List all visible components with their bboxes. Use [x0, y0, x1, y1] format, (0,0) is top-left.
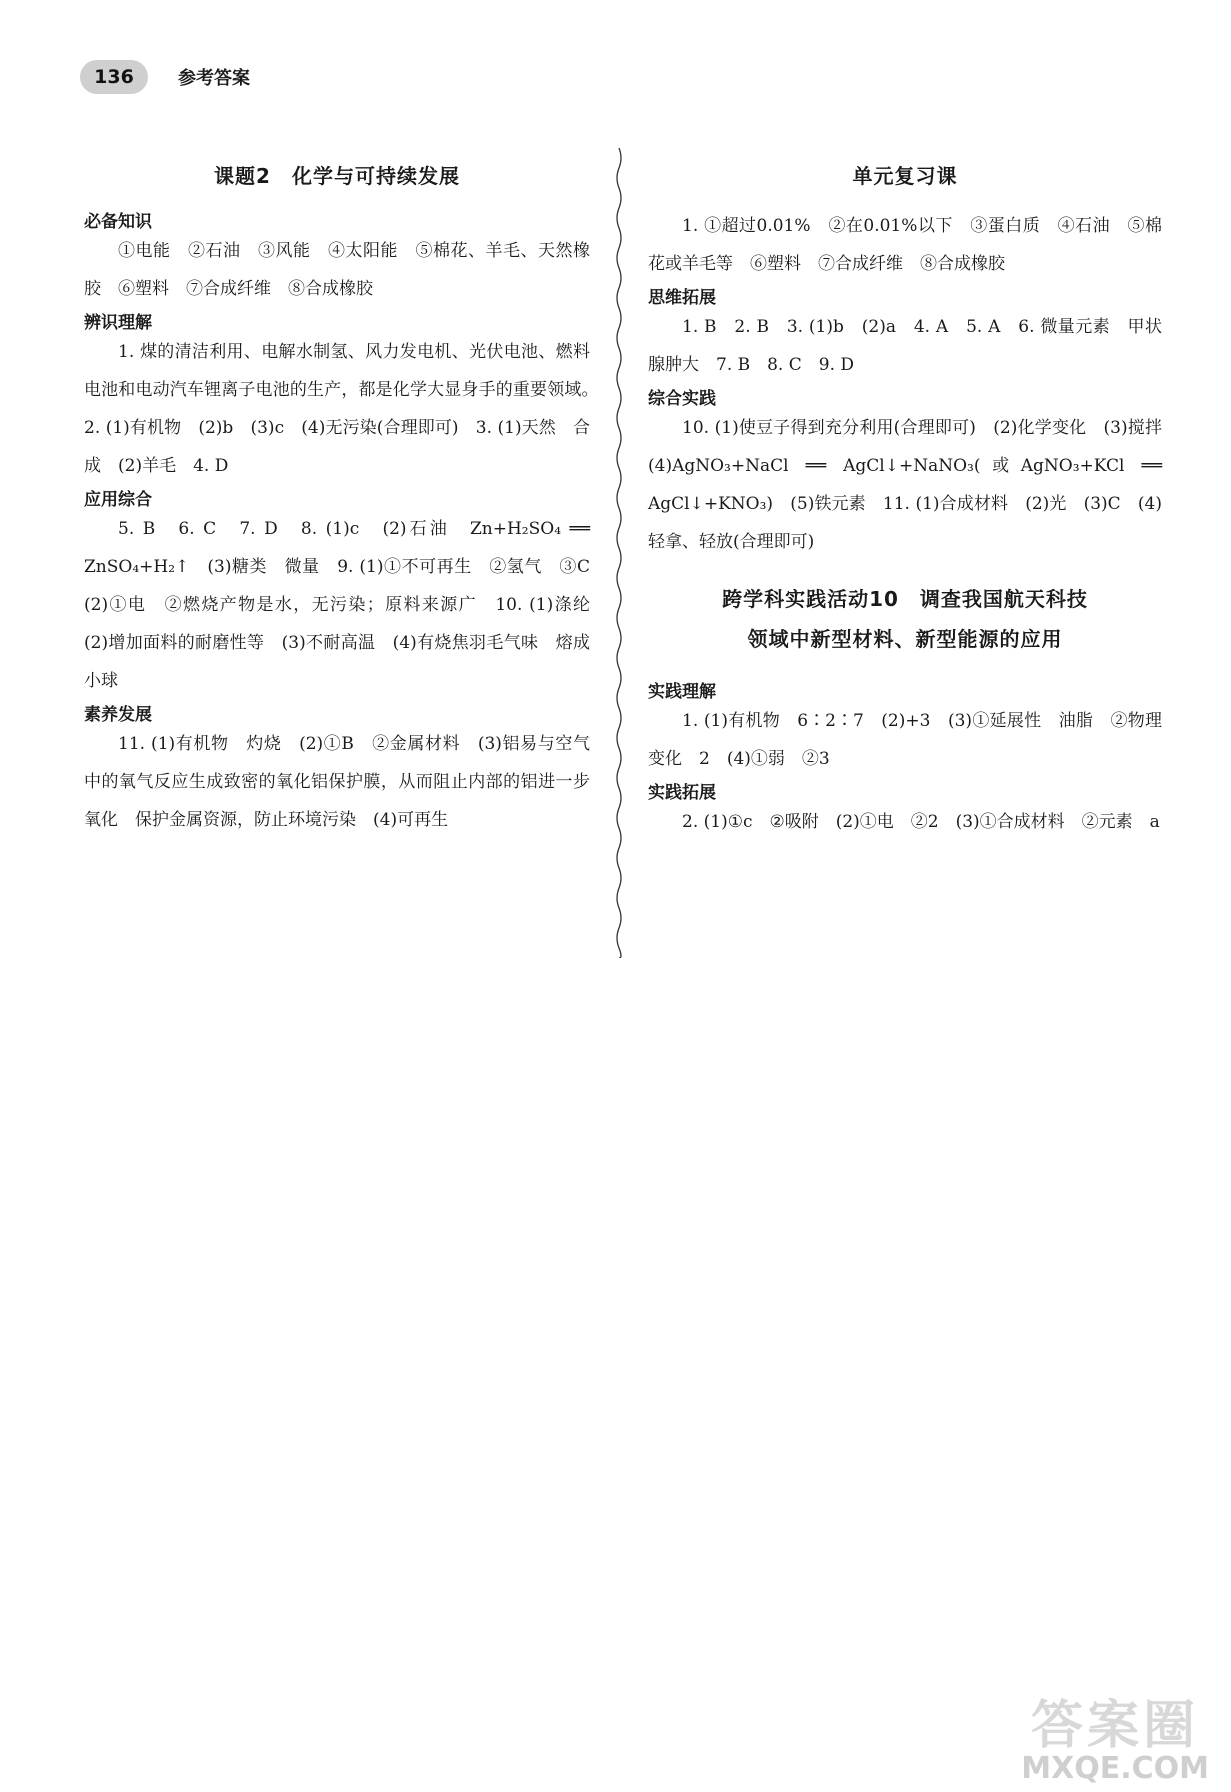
answer-paragraph: 10. (1)使豆子得到充分利用(合理即可) (2)化学变化 (3)搅拌 (4)AgNO₃+NaCl ══ AgCl↓+NaNO₃(或AgNO₃+KCl ══ AgCl↓+KNO₃) (5)铁元素 11. (1)合成材料 (2)光 (3)C (4)轻拿、轻放(合理即可)	[648, 418, 1179, 552]
page-number-badge: 136	[80, 60, 148, 94]
answer-paragraph: 1. ①超过0.01% ②在0.01%以下 ③蛋白质 ④石油 ⑤棉花或羊毛等 ⑥塑料 ⑦合成纤维 ⑧合成橡胶	[648, 216, 1162, 274]
lesson-title: 课题2 化学与可持续发展	[214, 164, 460, 188]
section-heading: 综合实践	[648, 389, 716, 409]
watermark-url: MXQE.COM	[1021, 1751, 1209, 1786]
answer-paragraph: 1. 煤的清洁利用、电解水制氢、风力发电机、光伏电池、燃料电池和电动汽车锂离子电池的生产，都是化学大显身手的重要领域。 2. (1)有机物 (2)b (3)c (4)无污染(合理即可) 3. (1)天然 合成 (2)羊毛 4. D	[84, 342, 607, 476]
section-heading: 实践理解	[648, 682, 716, 702]
activity-title-line1: 跨学科实践活动10 调查我国航天科技	[722, 587, 1088, 611]
section-heading: 素养发展	[84, 705, 152, 725]
unit-review-title: 单元复习课	[852, 164, 958, 188]
left-column	[84, 160, 607, 839]
answer-paragraph: 1. (1)有机物 6∶2∶7 (2)+3 (3)①延展性 油脂 ②物理变化 2 (4)①弱 ②3	[648, 711, 1162, 769]
answer-paragraph: 5. B 6. C 7. D 8. (1)c (2)石油 Zn+H₂SO₄ ══ ZnSO₄+H₂↑ (3)糖类 微量 9. (1)①不可再生 ②氢气 ③C (2)①电 ②燃烧产物是水，无污染；原料来源广 10. (1)涤纶 (2)增加面料的耐磨性等 (3)不耐高温 (4)有烧焦羽毛气味 熔成小球	[84, 519, 607, 691]
activity-title-line2: 领域中新型材料、新型能源的应用	[747, 627, 1063, 651]
right-column	[648, 160, 1179, 841]
answer-paragraph: 1. B 2. B 3. (1)b (2)a 4. A 5. A 6. 微量元素 甲状腺肿大 7. B 8. C 9. D	[648, 317, 1162, 375]
section-heading: 应用综合	[84, 490, 152, 510]
header-title: 参考答案	[178, 68, 250, 89]
watermark-logo-text: 答案圈	[1031, 1696, 1200, 1756]
section-heading: 辨识理解	[84, 313, 152, 333]
column-divider	[614, 148, 624, 958]
answer-paragraph: 2. (1)①c ②吸附 (2)①电 ②2 (3)①合成材料 ②元素 a	[682, 812, 1160, 832]
section-heading: 实践拓展	[648, 783, 716, 803]
answer-paragraph: ①电能 ②石油 ③风能 ④太阳能 ⑤棉花、羊毛、天然橡胶 ⑥塑料 ⑦合成纤维 ⑧合成橡胶	[84, 241, 590, 299]
section-heading: 思维拓展	[648, 288, 716, 308]
section-heading: 必备知识	[84, 212, 152, 232]
answer-paragraph: 11. (1)有机物 灼烧 (2)①B ②金属材料 (3)铝易与空气中的氧气反应生成致密的氧化铝保护膜，从而阻止内部的铝进一步氧化 保护金属资源，防止环境污染 (4)可再生	[84, 734, 590, 830]
watermark	[1021, 1698, 1209, 1784]
